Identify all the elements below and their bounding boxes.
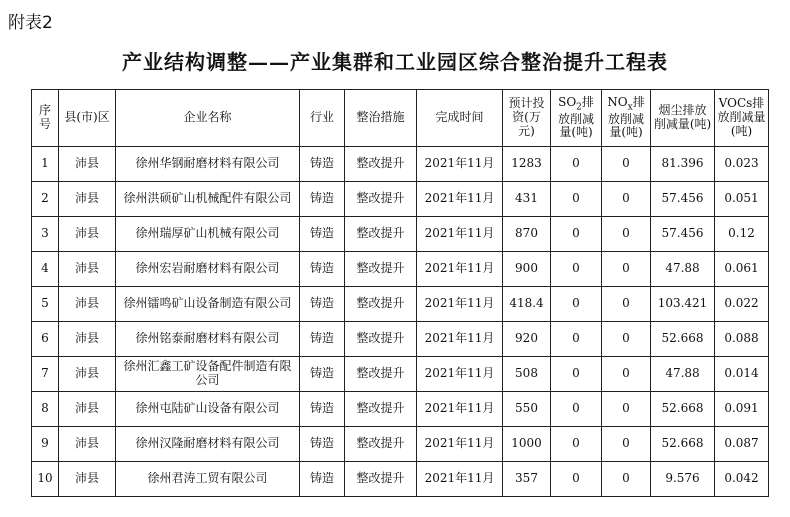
cell-measure: 整改提升 (345, 357, 417, 392)
so2-main: SO (558, 94, 577, 109)
cell-so2: 0 (551, 217, 602, 252)
cell-county: 沛县 (59, 462, 116, 497)
cell-investment: 1283 (503, 147, 551, 182)
cell-no: 5 (32, 287, 59, 322)
header-industry: 行业 (300, 90, 345, 147)
cell-investment: 357 (503, 462, 551, 497)
cell-dust: 47.88 (651, 252, 715, 287)
so2-rest: 排放削减量(吨) (557, 94, 594, 140)
cell-completion: 2021年11月 (417, 287, 503, 322)
cell-company: 徐州洪硕矿山机械配件有限公司 (116, 182, 300, 217)
cell-no: 10 (32, 462, 59, 497)
cell-county: 沛县 (59, 322, 116, 357)
cell-company: 徐州瑞厚矿山机械有限公司 (116, 217, 300, 252)
cell-nox: 0 (602, 392, 651, 427)
cell-county: 沛县 (59, 392, 116, 427)
cell-nox: 0 (602, 322, 651, 357)
cell-vocs: 0.061 (715, 252, 769, 287)
cell-measure: 整改提升 (345, 322, 417, 357)
header-company: 企业名称 (116, 90, 300, 147)
cell-no: 9 (32, 427, 59, 462)
cell-vocs: 0.088 (715, 322, 769, 357)
cell-county: 沛县 (59, 427, 116, 462)
header-dust: 烟尘排放削减量(吨) (651, 90, 715, 147)
cell-nox: 0 (602, 462, 651, 497)
cell-nox: 0 (602, 357, 651, 392)
cell-completion: 2021年11月 (417, 182, 503, 217)
cell-nox: 0 (602, 217, 651, 252)
cell-no: 7 (32, 357, 59, 392)
cell-nox: 0 (602, 252, 651, 287)
cell-dust: 47.88 (651, 357, 715, 392)
cell-so2: 0 (551, 392, 602, 427)
cell-measure: 整改提升 (345, 287, 417, 322)
cell-county: 沛县 (59, 287, 116, 322)
attachment-label: 附表2 (8, 13, 53, 33)
header-no: 序号 (32, 90, 59, 147)
cell-investment: 900 (503, 252, 551, 287)
cell-industry: 铸造 (300, 427, 345, 462)
cell-vocs: 0.042 (715, 462, 769, 497)
cell-no: 4 (32, 252, 59, 287)
cell-measure: 整改提升 (345, 427, 417, 462)
cell-industry: 铸造 (300, 392, 345, 427)
cell-vocs: 0.051 (715, 182, 769, 217)
cell-investment: 1000 (503, 427, 551, 462)
cell-dust: 103.421 (651, 287, 715, 322)
cell-industry: 铸造 (300, 357, 345, 392)
cell-no: 8 (32, 392, 59, 427)
cell-nox: 0 (602, 287, 651, 322)
cell-industry: 铸造 (300, 217, 345, 252)
so2-subscript: 2 (576, 102, 582, 113)
header-vocs: VOCs排放削减量(吨) (715, 90, 769, 147)
cell-dust: 81.396 (651, 147, 715, 182)
header-nox (602, 90, 651, 147)
cell-industry: 铸造 (300, 147, 345, 182)
cell-company: 徐州铭泰耐磨材料有限公司 (116, 322, 300, 357)
cell-industry: 铸造 (300, 287, 345, 322)
cell-so2: 0 (551, 287, 602, 322)
nox-main: NO (607, 94, 628, 109)
cell-completion: 2021年11月 (417, 392, 503, 427)
table-row (32, 147, 769, 182)
header-row (32, 90, 769, 147)
cell-dust: 57.456 (651, 182, 715, 217)
cell-measure: 整改提升 (345, 182, 417, 217)
cell-industry: 铸造 (300, 182, 345, 217)
cell-so2: 0 (551, 357, 602, 392)
cell-industry: 铸造 (300, 322, 345, 357)
cell-so2: 0 (551, 147, 602, 182)
cell-no: 1 (32, 147, 59, 182)
cell-company: 徐州汉隆耐磨材料有限公司 (116, 427, 300, 462)
cell-county: 沛县 (59, 252, 116, 287)
table-header (32, 90, 769, 147)
cell-no: 6 (32, 322, 59, 357)
cell-company: 徐州宏岩耐磨材料有限公司 (116, 252, 300, 287)
cell-company: 徐州君涛工贸有限公司 (116, 462, 300, 497)
table-row (32, 217, 769, 252)
table-row (32, 322, 769, 357)
cell-so2: 0 (551, 322, 602, 357)
cell-investment: 920 (503, 322, 551, 357)
header-county: 县(市)区 (59, 90, 116, 147)
cell-so2: 0 (551, 182, 602, 217)
cell-no: 2 (32, 182, 59, 217)
cell-investment: 431 (503, 182, 551, 217)
cell-completion: 2021年11月 (417, 217, 503, 252)
cell-so2: 0 (551, 462, 602, 497)
table-row (32, 427, 769, 462)
cell-vocs: 0.12 (715, 217, 769, 252)
cell-investment: 508 (503, 357, 551, 392)
cell-vocs: 0.091 (715, 392, 769, 427)
header-measure: 整治措施 (345, 90, 417, 147)
header-so2 (551, 90, 602, 147)
cell-vocs: 0.014 (715, 357, 769, 392)
cell-industry: 铸造 (300, 252, 345, 287)
cell-dust: 9.576 (651, 462, 715, 497)
cell-investment: 550 (503, 392, 551, 427)
cell-vocs: 0.023 (715, 147, 769, 182)
cell-completion: 2021年11月 (417, 322, 503, 357)
table-row (32, 357, 769, 392)
cell-investment: 418.4 (503, 287, 551, 322)
cell-so2: 0 (551, 252, 602, 287)
cell-nox: 0 (602, 427, 651, 462)
cell-measure: 整改提升 (345, 147, 417, 182)
cell-completion: 2021年11月 (417, 427, 503, 462)
cell-county: 沛县 (59, 147, 116, 182)
cell-company: 徐州华钢耐磨材料有限公司 (116, 147, 300, 182)
cell-completion: 2021年11月 (417, 357, 503, 392)
cell-so2: 0 (551, 427, 602, 462)
cell-measure: 整改提升 (345, 392, 417, 427)
cell-county: 沛县 (59, 182, 116, 217)
header-completion: 完成时间 (417, 90, 503, 147)
cell-company: 徐州屯陆矿山设备有限公司 (116, 392, 300, 427)
table-body (32, 147, 769, 497)
nox-subscript: x (627, 102, 633, 113)
data-table (31, 89, 769, 497)
cell-measure: 整改提升 (345, 252, 417, 287)
cell-county: 沛县 (59, 217, 116, 252)
cell-completion: 2021年11月 (417, 147, 503, 182)
cell-dust: 52.668 (651, 392, 715, 427)
header-investment: 预计投资(万元) (503, 90, 551, 147)
cell-dust: 52.668 (651, 322, 715, 357)
cell-investment: 870 (503, 217, 551, 252)
cell-measure: 整改提升 (345, 217, 417, 252)
cell-vocs: 0.022 (715, 287, 769, 322)
cell-measure: 整改提升 (345, 462, 417, 497)
cell-nox: 0 (602, 147, 651, 182)
nox-rest: 排放削减量(吨) (607, 94, 645, 140)
table-row (32, 252, 769, 287)
cell-completion: 2021年11月 (417, 252, 503, 287)
cell-vocs: 0.087 (715, 427, 769, 462)
cell-dust: 52.668 (651, 427, 715, 462)
cell-industry: 铸造 (300, 462, 345, 497)
cell-county: 沛县 (59, 357, 116, 392)
table-row (32, 462, 769, 497)
table-row (32, 392, 769, 427)
table-title: 产业结构调整——产业集群和工业园区综合整治提升工程表 (122, 50, 668, 74)
table-row (32, 182, 769, 217)
cell-dust: 57.456 (651, 217, 715, 252)
cell-company: 徐州镭鸣矿山设备制造有限公司 (116, 287, 300, 322)
cell-nox: 0 (602, 182, 651, 217)
table-row (32, 287, 769, 322)
cell-no: 3 (32, 217, 59, 252)
cell-completion: 2021年11月 (417, 462, 503, 497)
cell-company: 徐州汇鑫工矿设备配件制造有限公司 (116, 357, 300, 392)
